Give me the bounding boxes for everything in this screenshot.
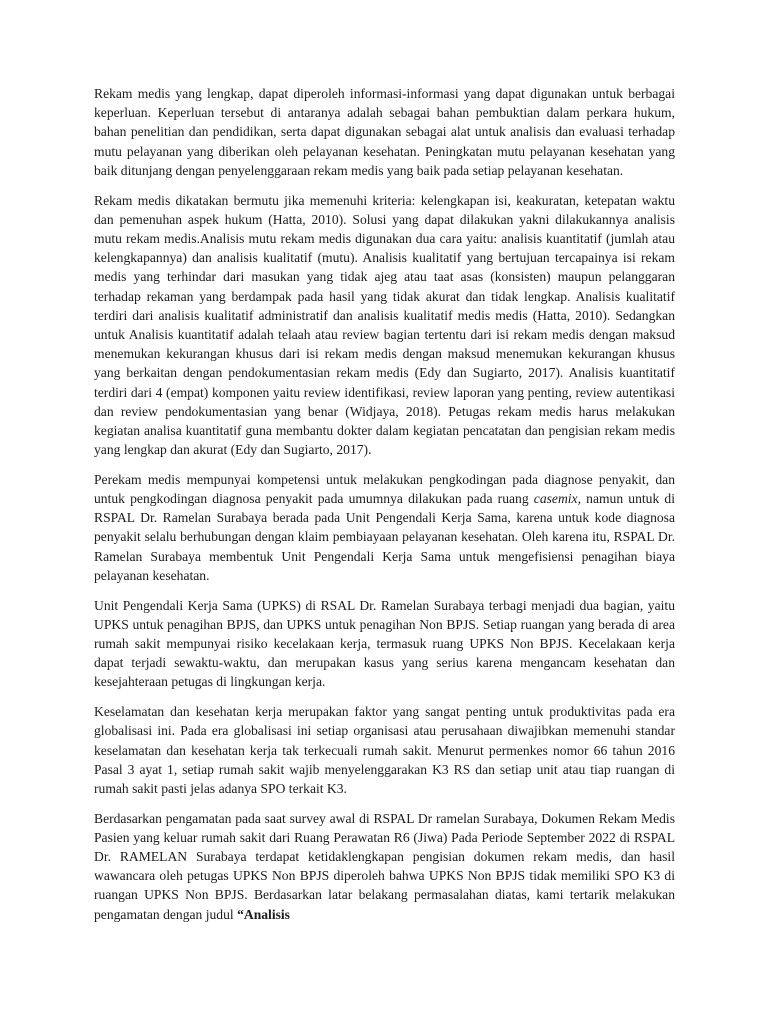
- research-title-bold-start: “Analisis: [237, 906, 290, 922]
- paragraph-2-text: Rekam medis dikatakan bermutu jika memenuhi kriteria: kelengkapan isi, keakuratan, ketepatan waktu dan pemenuhan aspek hukum (Hatta, 2010). Solusi yang dapat dilakukan yakni dilakukannya analisis mutu rekam medis.Analisis mutu rekam medis digunakan dua cara yaitu: analisis kuantitatif (jumlah atau kelengkapannya) dan analisis kualitatif (mutu). Analisis kualitatif yang bertujuan tercapainya isi rekam medis yang terhindar dari masukan yang tidak ajeg atau taat asas (konsisten) maupun pelanggaran terhadap rekaman yang berdampak pada hasil yang tidak akurat dan tidak lengkap. Analisis kualitatif terdiri dari analisis kualitatif administratif dan analisis kualitatif medis medis (Hatta, 2010). Sedangkan untuk Analisis kuantitatif adalah telaah atau review bagian tertentu dari isi rekam medis dengan maksud menemukan kekurangan khusus dari isi rekam medis dengan maksud menemukan kekurangan khusus yang berkaitan dengan pendokumentasian rekam medis (Edy dan Sugiarto, 2017). Analisis kuantitatif terdiri dari 4 (empat) komponen yaitu review identifikasi, review laporan yang penting, review autentikasi dan review pendokumentasian yang benar (Widjaya, 2018). Petugas rekam medis harus melakukan kegiatan analisa kuantitatif guna membantu dokter dalam kegiatan pencatatan dan pengisian rekam medis yang lengkap dan akurat (Edy dan Sugiarto, 2017).: [94, 192, 675, 458]
- document-page: [94, 84, 675, 934]
- paragraph-5: [94, 702, 675, 798]
- paragraph-6: [94, 809, 675, 924]
- paragraph-6-text: Berdasarkan pengamatan pada saat survey awal di RSPAL Dr ramelan Surabaya, Dokumen Rekam Medis Pasien yang keluar rumah sakit dari Ruang Perawatan R6 (Jiwa) Pada Periode September 2022 di RSPAL Dr. RAMELAN Surabaya terdapat ketidaklengkapan pengisian dokumen rekam medis, dan hasil wawancara oleh petugas UPKS Non BPJS diperoleh bahwa UPKS Non BPJS tidak memiliki SPO K3 di ruangan UPKS Non BPJS. Berdasarkan latar belakang permasalahan diatas, kami tertarik melakukan pengamatan dengan judul: [94, 810, 675, 922]
- paragraph-3-text-end: namun untuk di RSPAL Dr. Ramelan Surabaya berada pada Unit Pengendali Kerja Sama, karena untuk kode diagnosa penyakit selalu berhubungan dengan klaim pembiayaan pelayanan kesehatan. Oleh karena itu, RSPAL Dr. Ramelan Surabaya membentuk Unit Pengendali Kerja Sama untuk mengefisiensi penagihan biaya pelayanan kesehatan.: [94, 491, 675, 583]
- paragraph-2: [94, 191, 675, 460]
- paragraph-3-text-start: Perekam medis mempunyai kompetensi untuk melakukan pengkodingan pada diagnose penyakit, dan untuk pengkodingan diagnosa penyakit pada umumnya dilakukan pada ruang: [94, 471, 675, 507]
- paragraph-4: [94, 596, 675, 692]
- paragraph-4-text: Unit Pengendali Kerja Sama (UPKS) di RSAL Dr. Ramelan Surabaya terbagi menjadi dua bagian, yaitu UPKS untuk penagihan BPJS, dan UPKS untuk penagihan Non BPJS. Setiap ruangan yang berada di area rumah sakit mempunyai risiko kecelakaan kerja, termasuk ruang UPKS Non BPJS. Kecelakaan kerja dapat terjadi sewaktu-waktu, dan merupakan kasus yang serius karena mengancam kesehatan dan kesejahteraan petugas di lingkungan kerja.: [94, 597, 675, 690]
- casemix-italic-term: casemix,: [533, 491, 581, 507]
- paragraph-3: [94, 470, 675, 585]
- paragraph-5-text: Keselamatan dan kesehatan kerja merupakan faktor yang sangat penting untuk produktivitas pada era globalisasi ini. Pada era globalisasi ini setiap organisasi atau perusahaan diwajibkan memenuhi standar keselamatan dan kesehatan kerja tak terkecuali rumah sakit. Menurut permenkes nomor 66 tahun 2016 Pasal 3 ayat 1, setiap rumah sakit wajib menyelenggarakan K3 RS dan setiap unit atau tiap ruangan di rumah sakit pasti jelas adanya SPO terkait K3.: [94, 704, 675, 796]
- paragraph-1-text: Rekam medis yang lengkap, dapat diperoleh informasi-informasi yang dapat digunakan untuk berbagai keperluan. Keperluan tersebut di antaranya adalah sebagai bahan pembuktian dalam perkara hukum, bahan penelitian dan pendidikan, serta dapat digunakan sebagai alat untuk analisis dan evaluasi terhadap mutu pelayanan yang diberikan oleh pelayanan kesehatan. Peningkatan mutu pelayanan kesehatan yang baik ditunjang dengan penyelenggaraan rekam medis yang baik pada setiap pelayanan kesehatan.: [94, 86, 675, 178]
- paragraph-1: [94, 84, 675, 180]
